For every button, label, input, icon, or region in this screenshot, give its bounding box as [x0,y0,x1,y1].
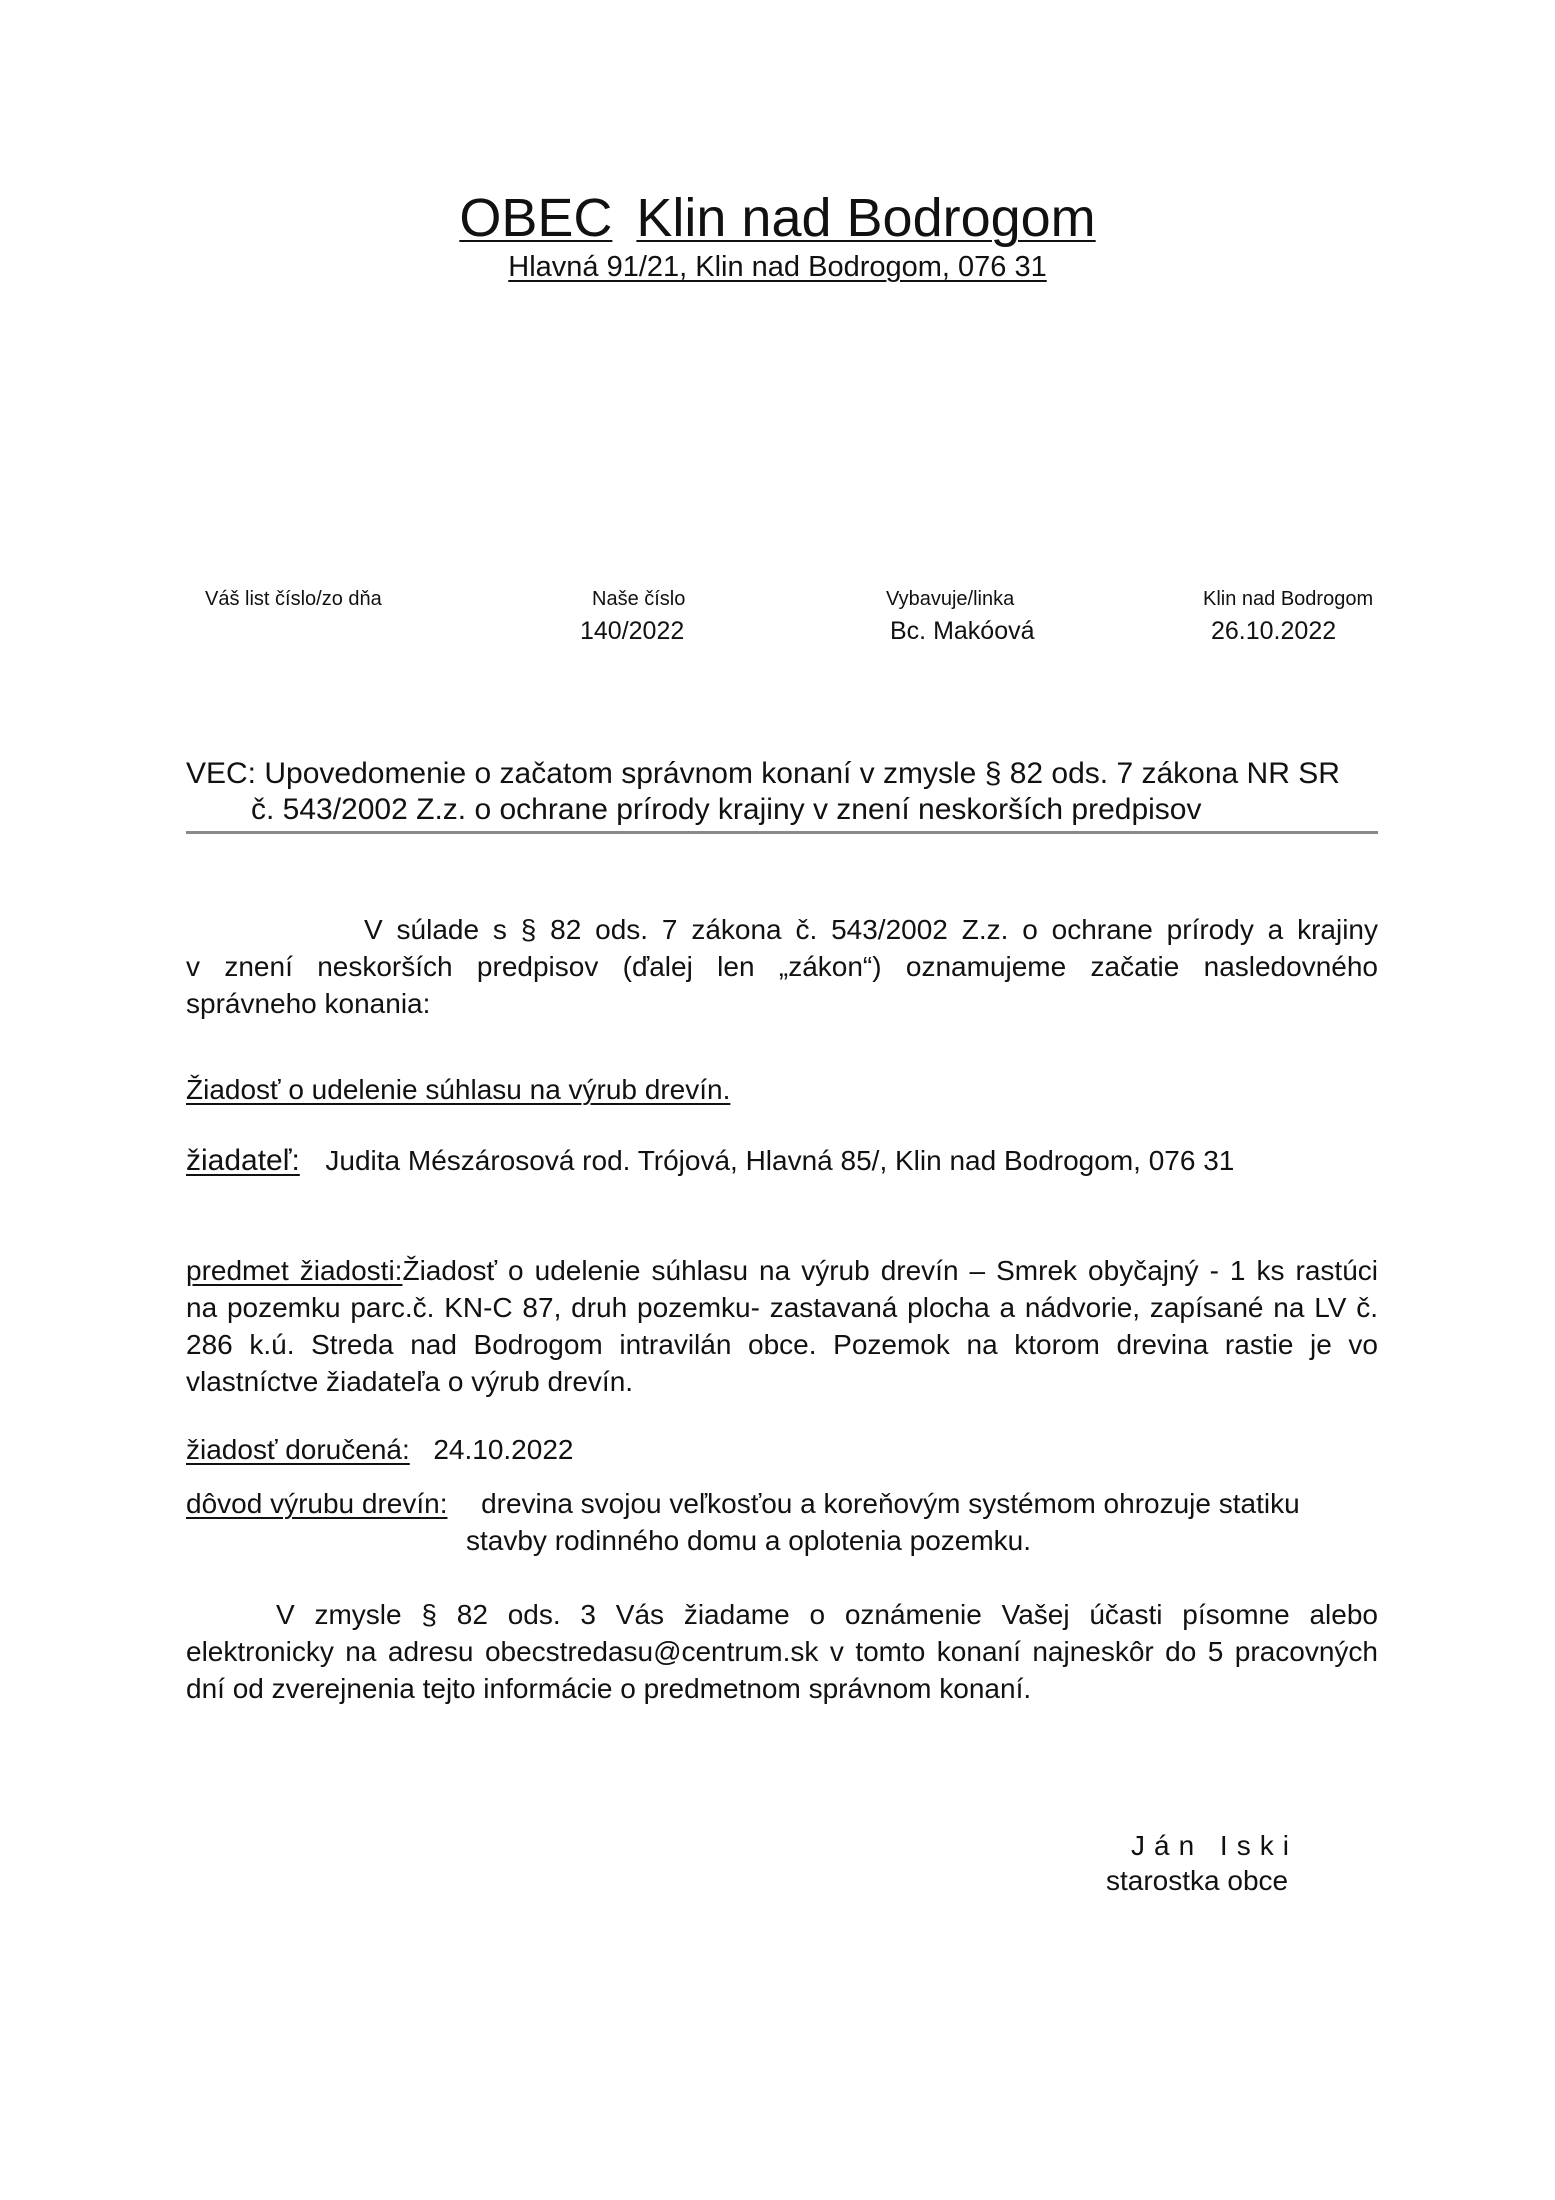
applicant-label: žiadateľ: [186,1144,300,1177]
place: Klin nad Bodrogom [1203,588,1374,610]
received-row [186,1432,573,1468]
subject-of-request-label: predmet žiadosti: [186,1255,403,1286]
org-address-text: Hlavná 91/21, Klin nad Bodrogom, 076 31 [508,251,1047,283]
closing-line-1: V zmysle § 82 ods. 3 Vás žiadame o oznámenie Vašej účasti písomne alebo [276,1599,1378,1630]
your-letter-label: Váš list číslo/zo dňa [205,588,382,610]
request-heading [186,1073,730,1107]
org-address [0,249,1555,285]
closing-paragraph [186,1596,1378,1707]
org-prefix: OBEC [459,188,613,248]
intro-paragraph [186,911,1378,1022]
subject-line-2: č. 543/2002 Z.z. o ochrane prírody krajiny v znení neskorších predpisov [251,793,1202,826]
closing-line-2: elektronicky na adresu obecstredasu@centrum.sk v tomto konaní najneskôr do 5 pracovných [186,1636,1378,1667]
applicant-value: Judita Mészárosová rod. Trójová, Hlavná 85/, Klin nad Bodrogom, 076 31 [325,1145,1235,1176]
handled-by-label: Vybavuje/linka [886,588,1015,610]
intro-line-3: správneho konania: [186,988,431,1019]
our-number-label: Naše číslo [592,588,686,610]
reason-label: dôvod výrubu drevín: [186,1488,448,1519]
org-name: Klin nad Bodrogom [636,188,1096,248]
page-title [0,186,1555,250]
intro-line-1: V súlade s § 82 ods. 7 zákona č. 543/2002 Z.z. o ochrane prírody a krajiny [364,914,1378,945]
reason-row [186,1485,1300,1522]
intro-line-2: v znení neskorších predpisov (ďalej len „zákon“) oznamujeme začatie nasledovného [186,951,1378,982]
subject-of-request-text-1: Žiadosť o udelenie súhlasu na výrub drevín – Smrek obyčajný - 1 ks rastúci [402,1255,1379,1286]
org-title [459,188,1095,248]
subject-of-request-line-3: 286 k.ú. Streda nad Bodrogom intravilán obce. Pozemok na ktorom drevina rastie je vo [186,1329,1378,1360]
handled-by: Bc. Makóová [890,617,1035,645]
signatory-name: Ján Iski [1131,1830,1298,1861]
subject-divider [186,831,1378,834]
signatory-title: starostka obce [1106,1865,1289,1896]
request-heading-text: Žiadosť o udelenie súhlasu na výrub drevín. [186,1074,731,1105]
applicant-row [186,1143,1234,1179]
our-number: 140/2022 [580,617,685,645]
reason-line-2: stavby rodinného domu a oplotenia pozemku. [466,1525,1032,1556]
subject-of-request-line-2: na pozemku parc.č. KN-C 87, druh pozemku- zastavaná plocha a nádvorie, zapísané na LV č. [186,1292,1378,1323]
reason-line-1: drevina svojou veľkosťou a koreňovým systémom ohrozuje statiku [481,1488,1300,1519]
received-label: žiadosť doručená: [186,1434,410,1465]
date: 26.10.2022 [1211,617,1337,645]
received-value: 24.10.2022 [433,1434,574,1465]
subject-of-request [186,1252,1378,1400]
subject-of-request-line-1 [186,1252,1378,1289]
subject-line-1: VEC: Upovedomenie o začatom správnom konaní v zmysle § 82 ods. 7 zákona NR SR [186,757,1340,790]
closing-line-3: dní od zverejnenia tejto informácie o predmetnom správnom konaní. [186,1673,1032,1704]
subject-of-request-line-4: vlastníctve žiadateľa o výrub drevín. [186,1366,634,1397]
